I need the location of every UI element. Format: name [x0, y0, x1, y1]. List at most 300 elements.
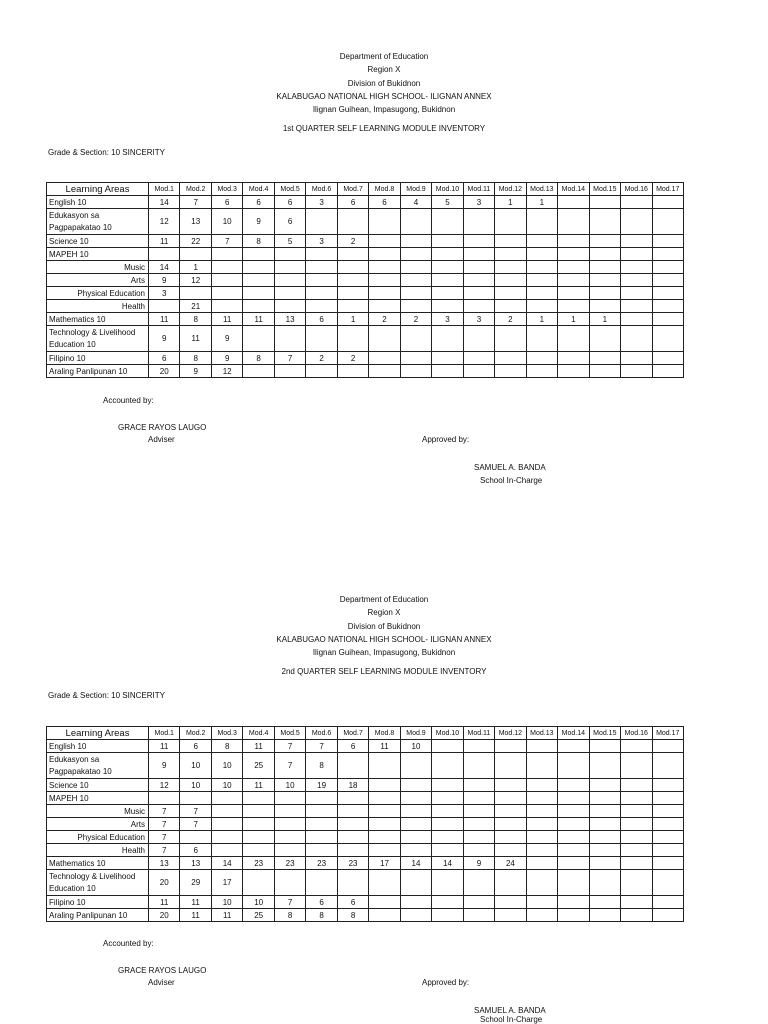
module-count-cell: 12 [149, 779, 180, 792]
table-row [47, 792, 684, 805]
module-count-cell [652, 753, 684, 779]
module-count-cell [369, 805, 400, 818]
table-row [47, 209, 684, 235]
module-count-cell [432, 792, 463, 805]
module-count-cell: 11 [211, 313, 242, 326]
learning-area-label: Physical Education [47, 831, 149, 844]
learning-area-label: Physical Education [47, 287, 149, 300]
module-count-cell [558, 909, 589, 922]
module-count-cell [558, 326, 589, 352]
module-count-cell [400, 779, 431, 792]
module-count-cell [337, 870, 368, 896]
incharge-title: School In-Charge [480, 476, 543, 485]
module-count-cell [432, 352, 463, 365]
module-count-cell [589, 209, 620, 235]
module-count-cell [463, 896, 494, 909]
module-count-cell: 6 [306, 896, 337, 909]
module-count-cell: 12 [211, 365, 242, 378]
module-count-cell [652, 818, 684, 831]
module-count-cell: 19 [306, 779, 337, 792]
module-count-cell: 3 [149, 287, 180, 300]
module-count-cell [337, 792, 368, 805]
inventory-table [46, 182, 684, 378]
module-count-cell: 7 [306, 740, 337, 753]
column-header-mod-4: Mod.4 [243, 183, 274, 196]
module-count-cell [495, 818, 526, 831]
column-header-mod-14: Mod.14 [558, 727, 589, 740]
module-count-cell [495, 365, 526, 378]
module-count-cell [463, 326, 494, 352]
module-count-cell: 3 [463, 196, 494, 209]
module-count-cell [337, 248, 368, 261]
module-count-cell [652, 909, 684, 922]
module-count-cell [558, 844, 589, 857]
learning-area-label: MAPEH 10 [47, 248, 149, 261]
module-count-cell [432, 818, 463, 831]
module-count-cell [526, 209, 557, 235]
module-count-cell [621, 896, 652, 909]
module-count-cell: 9 [180, 365, 211, 378]
module-count-cell [274, 261, 305, 274]
module-count-cell [621, 235, 652, 248]
module-count-cell [621, 248, 652, 261]
module-count-cell [652, 831, 684, 844]
module-count-cell [652, 352, 684, 365]
module-count-cell: 10 [243, 896, 274, 909]
grade-section: Grade & Section: 10 SINCERITY [48, 148, 165, 158]
module-count-cell: 1 [589, 313, 620, 326]
module-count-cell [621, 909, 652, 922]
module-count-cell [558, 792, 589, 805]
module-count-cell: 11 [180, 909, 211, 922]
column-header-mod-17: Mod.17 [652, 183, 684, 196]
module-count-cell [211, 792, 242, 805]
module-count-cell [400, 818, 431, 831]
module-count-cell [432, 209, 463, 235]
module-count-cell [589, 248, 620, 261]
module-count-cell [621, 857, 652, 870]
module-count-cell [274, 844, 305, 857]
learning-area-label: Arts [47, 274, 149, 287]
module-count-cell [463, 844, 494, 857]
module-count-cell: 2 [306, 352, 337, 365]
module-count-cell [432, 287, 463, 300]
table-row [47, 248, 684, 261]
module-count-cell [463, 209, 494, 235]
module-count-cell [369, 792, 400, 805]
header-division: Division of Bukidnon [347, 78, 421, 88]
module-count-cell [526, 896, 557, 909]
module-count-cell: 7 [149, 818, 180, 831]
module-count-cell: 8 [211, 740, 242, 753]
accounted-by-label: Accounted by: [103, 939, 154, 948]
module-count-cell [589, 365, 620, 378]
module-count-cell: 3 [432, 313, 463, 326]
module-count-cell [495, 844, 526, 857]
module-count-cell [369, 326, 400, 352]
module-count-cell [526, 844, 557, 857]
module-count-cell [558, 300, 589, 313]
module-count-cell: 11 [369, 740, 400, 753]
module-count-cell: 9 [149, 274, 180, 287]
adviser-title: Adviser [148, 978, 175, 987]
module-count-cell: 6 [337, 740, 368, 753]
module-count-cell [652, 896, 684, 909]
column-header-mod-12: Mod.12 [495, 727, 526, 740]
column-header-mod-1: Mod.1 [149, 727, 180, 740]
module-count-cell: 7 [211, 235, 242, 248]
module-count-cell: 1 [495, 196, 526, 209]
module-count-cell [369, 300, 400, 313]
column-header-mod-3: Mod.3 [211, 727, 242, 740]
module-count-cell [432, 909, 463, 922]
module-count-cell [306, 261, 337, 274]
module-count-cell [306, 326, 337, 352]
module-count-cell: 11 [180, 326, 211, 352]
module-count-cell [558, 779, 589, 792]
module-count-cell [243, 261, 274, 274]
module-count-cell [463, 753, 494, 779]
learning-area-label: Edukasyon sa Pagpapakatao 10 [47, 753, 149, 779]
module-count-cell [558, 248, 589, 261]
module-count-cell: 12 [149, 209, 180, 235]
module-count-cell [589, 805, 620, 818]
module-count-cell [463, 365, 494, 378]
module-count-cell [621, 352, 652, 365]
module-count-cell [558, 196, 589, 209]
header-address: Ilignan Guihean, Impasugong, Bukidnon [312, 105, 456, 115]
column-header-mod-6: Mod.6 [306, 727, 337, 740]
module-count-cell [400, 844, 431, 857]
column-header-mod-15: Mod.15 [589, 727, 620, 740]
module-count-cell [369, 753, 400, 779]
learning-area-label: Mathematics 10 [47, 857, 149, 870]
adviser-title: Adviser [148, 435, 175, 444]
module-count-cell [621, 870, 652, 896]
module-count-cell [337, 287, 368, 300]
module-count-cell [621, 196, 652, 209]
module-count-cell [589, 300, 620, 313]
module-count-cell [369, 896, 400, 909]
module-count-cell: 20 [149, 909, 180, 922]
module-count-cell [495, 909, 526, 922]
accounted-by-label: Accounted by: [103, 396, 154, 405]
table-row [47, 313, 684, 326]
module-count-cell: 2 [369, 313, 400, 326]
module-count-cell [463, 740, 494, 753]
incharge-name: SAMUEL A. BANDA [474, 1006, 546, 1015]
module-count-cell [621, 792, 652, 805]
module-count-cell [652, 300, 684, 313]
module-count-cell: 6 [149, 352, 180, 365]
module-count-cell: 25 [243, 753, 274, 779]
table-row [47, 274, 684, 287]
module-count-cell: 3 [463, 313, 494, 326]
module-count-cell [211, 300, 242, 313]
module-count-cell [621, 287, 652, 300]
module-count-cell: 21 [180, 300, 211, 313]
module-count-cell: 6 [369, 196, 400, 209]
module-count-cell: 13 [149, 857, 180, 870]
column-header-learning-areas: Learning Areas [47, 183, 149, 196]
table-row [47, 287, 684, 300]
module-count-cell [589, 844, 620, 857]
module-count-cell: 17 [369, 857, 400, 870]
column-header-mod-16: Mod.16 [621, 727, 652, 740]
module-count-cell [369, 287, 400, 300]
module-count-cell: 11 [149, 896, 180, 909]
module-count-cell [589, 196, 620, 209]
grade-section: Grade & Section: 10 SINCERITY [48, 691, 165, 701]
module-count-cell [400, 870, 431, 896]
learning-area-label: Health [47, 844, 149, 857]
module-count-cell [243, 365, 274, 378]
module-count-cell [306, 274, 337, 287]
column-header-learning-areas: Learning Areas [47, 727, 149, 740]
module-count-cell: 9 [211, 352, 242, 365]
learning-area-label: Araling Panlipunan 10 [47, 909, 149, 922]
module-count-cell [621, 779, 652, 792]
header-school: KALABUGAO NATIONAL HIGH SCHOOL- ILIGNAN ANNEX [276, 91, 492, 101]
module-count-cell: 9 [243, 209, 274, 235]
module-count-cell [526, 235, 557, 248]
module-count-cell [621, 326, 652, 352]
module-count-cell: 1 [180, 261, 211, 274]
module-count-cell: 6 [211, 196, 242, 209]
module-count-cell [652, 261, 684, 274]
module-count-cell [526, 287, 557, 300]
module-count-cell [243, 248, 274, 261]
module-count-cell [400, 896, 431, 909]
module-count-cell [274, 326, 305, 352]
module-count-cell: 9 [149, 753, 180, 779]
module-count-cell [526, 326, 557, 352]
module-count-cell: 11 [243, 779, 274, 792]
module-count-cell [589, 896, 620, 909]
module-count-cell [400, 287, 431, 300]
module-count-cell: 7 [149, 805, 180, 818]
module-count-cell [337, 261, 368, 274]
module-count-cell [526, 274, 557, 287]
module-count-cell: 7 [274, 740, 305, 753]
module-count-cell: 7 [180, 805, 211, 818]
module-count-cell [652, 287, 684, 300]
module-count-cell [463, 261, 494, 274]
module-count-cell: 10 [180, 779, 211, 792]
module-count-cell: 7 [180, 196, 211, 209]
module-count-cell [526, 792, 557, 805]
module-count-cell [432, 248, 463, 261]
module-count-cell [652, 313, 684, 326]
header-school: KALABUGAO NATIONAL HIGH SCHOOL- ILIGNAN ANNEX [276, 634, 492, 644]
column-header-mod-17: Mod.17 [652, 727, 684, 740]
module-count-cell [526, 352, 557, 365]
module-count-cell [337, 818, 368, 831]
table-row [47, 235, 684, 248]
table-row [47, 896, 684, 909]
incharge-title: School In-Charge [480, 1015, 543, 1024]
module-count-cell: 2 [337, 352, 368, 365]
module-count-cell [558, 896, 589, 909]
module-count-cell [526, 831, 557, 844]
column-header-mod-10: Mod.10 [432, 183, 463, 196]
module-count-cell: 23 [243, 857, 274, 870]
module-count-cell: 5 [432, 196, 463, 209]
module-count-cell: 6 [337, 196, 368, 209]
module-count-cell [463, 248, 494, 261]
module-count-cell [495, 831, 526, 844]
module-count-cell [526, 753, 557, 779]
table-row [47, 831, 684, 844]
incharge-name: SAMUEL A. BANDA [474, 463, 546, 472]
module-count-cell [149, 300, 180, 313]
module-count-cell [558, 287, 589, 300]
module-count-cell [495, 274, 526, 287]
module-count-cell [369, 235, 400, 248]
learning-area-label: Music [47, 261, 149, 274]
module-count-cell [337, 300, 368, 313]
approved-by-label: Approved by: [422, 435, 470, 444]
module-count-cell [306, 818, 337, 831]
module-count-cell [432, 844, 463, 857]
module-count-cell: 9 [211, 326, 242, 352]
module-count-cell [243, 831, 274, 844]
module-count-cell [306, 805, 337, 818]
module-count-cell [495, 753, 526, 779]
module-count-cell [526, 818, 557, 831]
module-count-cell [369, 779, 400, 792]
module-count-cell [589, 326, 620, 352]
module-count-cell [589, 261, 620, 274]
module-count-cell [211, 805, 242, 818]
module-count-cell [589, 274, 620, 287]
module-count-cell [495, 248, 526, 261]
column-header-mod-2: Mod.2 [180, 183, 211, 196]
module-count-cell [589, 779, 620, 792]
module-count-cell [558, 870, 589, 896]
module-count-cell: 6 [274, 209, 305, 235]
module-count-cell: 7 [274, 753, 305, 779]
module-count-cell [589, 857, 620, 870]
module-count-cell [463, 287, 494, 300]
module-count-cell: 7 [180, 818, 211, 831]
module-count-cell [621, 753, 652, 779]
module-count-cell: 10 [211, 896, 242, 909]
module-count-cell [369, 844, 400, 857]
module-count-cell [432, 300, 463, 313]
module-count-cell [432, 831, 463, 844]
column-header-mod-7: Mod.7 [337, 727, 368, 740]
module-count-cell [526, 300, 557, 313]
module-count-cell: 13 [274, 313, 305, 326]
learning-area-label: Arts [47, 818, 149, 831]
module-count-cell [432, 870, 463, 896]
letterhead [0, 593, 768, 659]
module-count-cell: 20 [149, 365, 180, 378]
module-count-cell [526, 805, 557, 818]
module-count-cell: 17 [211, 870, 242, 896]
column-header-mod-14: Mod.14 [558, 183, 589, 196]
module-count-cell [463, 870, 494, 896]
learning-area-label: Health [47, 300, 149, 313]
module-count-cell [652, 196, 684, 209]
module-count-cell: 6 [337, 896, 368, 909]
module-count-cell [589, 792, 620, 805]
module-count-cell [337, 209, 368, 235]
module-count-cell [400, 248, 431, 261]
module-count-cell [432, 326, 463, 352]
column-header-mod-4: Mod.4 [243, 727, 274, 740]
module-count-cell: 8 [306, 753, 337, 779]
module-count-cell [495, 805, 526, 818]
column-header-mod-12: Mod.12 [495, 183, 526, 196]
module-count-cell [589, 818, 620, 831]
module-count-cell [463, 779, 494, 792]
module-count-cell: 14 [432, 857, 463, 870]
module-count-cell: 3 [306, 235, 337, 248]
column-header-mod-1: Mod.1 [149, 183, 180, 196]
module-count-cell [558, 740, 589, 753]
module-count-cell: 29 [180, 870, 211, 896]
module-count-cell [526, 365, 557, 378]
module-count-cell [621, 300, 652, 313]
module-count-cell: 11 [149, 740, 180, 753]
module-count-cell [432, 274, 463, 287]
module-count-cell: 1 [526, 196, 557, 209]
column-header-mod-16: Mod.16 [621, 183, 652, 196]
header-region: Region X [367, 608, 401, 618]
module-count-cell [526, 248, 557, 261]
module-count-cell [337, 831, 368, 844]
module-count-cell [149, 792, 180, 805]
module-count-cell: 10 [211, 753, 242, 779]
module-count-cell [589, 909, 620, 922]
learning-area-label: Araling Panlipunan 10 [47, 365, 149, 378]
module-count-cell [558, 261, 589, 274]
module-count-cell [621, 365, 652, 378]
module-count-cell [621, 818, 652, 831]
adviser-name: GRACE RAYOS LAUGO [118, 423, 207, 432]
table-header-row [47, 183, 684, 196]
module-count-cell [558, 235, 589, 248]
module-count-cell: 22 [180, 235, 211, 248]
quarter-section-1 [0, 50, 768, 485]
module-count-cell: 8 [337, 909, 368, 922]
column-header-mod-3: Mod.3 [211, 183, 242, 196]
module-count-cell [369, 818, 400, 831]
column-header-mod-11: Mod.11 [463, 727, 494, 740]
module-count-cell [652, 779, 684, 792]
module-count-cell [463, 274, 494, 287]
module-count-cell [306, 365, 337, 378]
header-department: Department of Education [339, 52, 429, 61]
module-count-cell [337, 274, 368, 287]
module-count-cell [652, 857, 684, 870]
learning-area-label: Filipino 10 [47, 896, 149, 909]
module-count-cell: 11 [180, 896, 211, 909]
module-count-cell: 6 [306, 313, 337, 326]
module-count-cell [621, 261, 652, 274]
module-count-cell [211, 261, 242, 274]
module-count-cell: 5 [274, 235, 305, 248]
module-count-cell [495, 326, 526, 352]
header-division: Division of Bukidnon [347, 621, 421, 631]
module-count-cell [211, 831, 242, 844]
module-count-cell [306, 209, 337, 235]
module-count-cell [369, 352, 400, 365]
module-count-cell [463, 235, 494, 248]
module-count-cell [652, 326, 684, 352]
